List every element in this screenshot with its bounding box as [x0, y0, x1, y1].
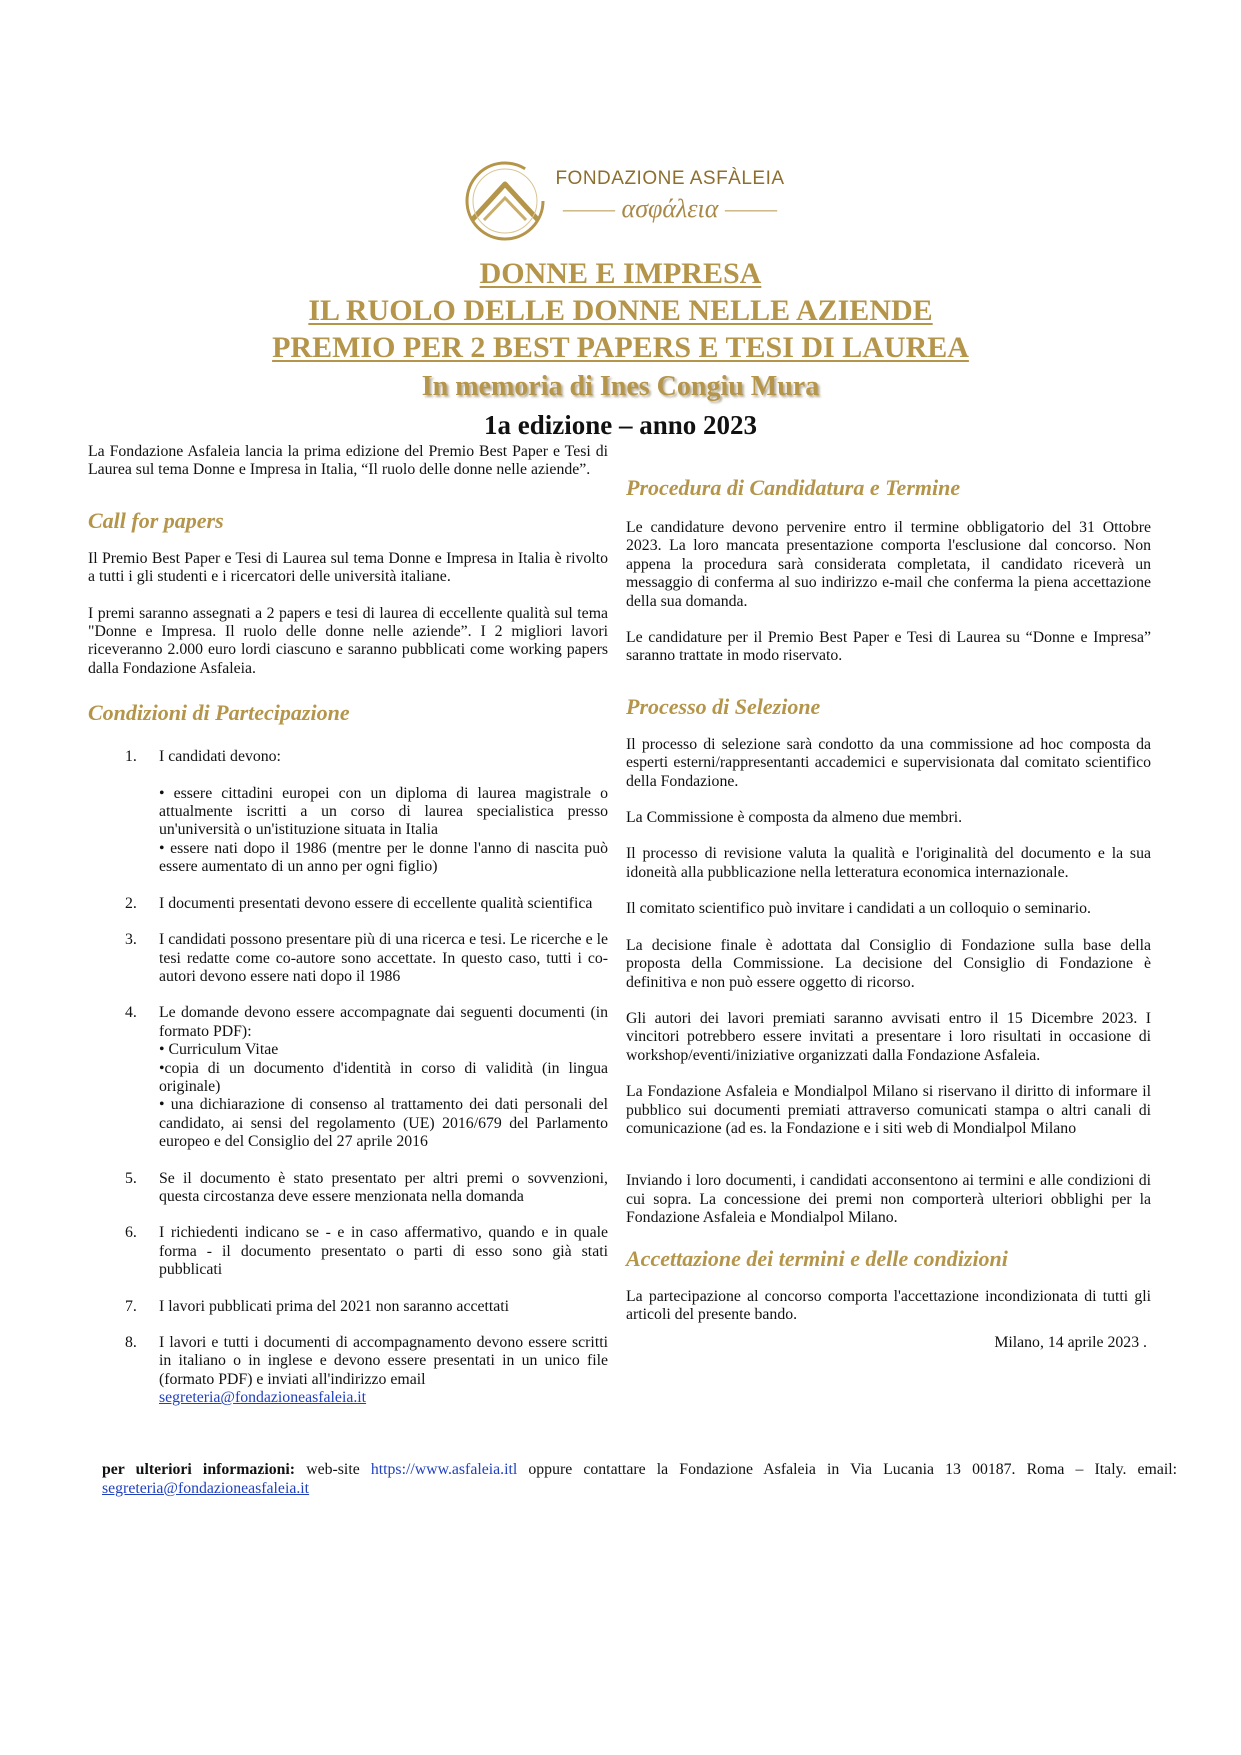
logo-greek-motto	[555, 194, 785, 224]
acceptance-paragraph: La partecipazione al concorso comporta l'accettazione incondizionata di tutti gli articoli del presente bando.	[626, 1287, 1151, 1323]
item-text: I lavori e tutti i documenti di accompagnamento devono essere scritti in italiano o in inglese e devono essere presentati in un unico file (formato PDF) e inviati all'indirizzo email	[159, 1334, 608, 1388]
footer-info	[102, 1460, 1177, 1498]
conditions-list	[88, 748, 608, 1407]
selection-paragraph-3: Il processo di revisione valuta la qualità e l'originalità del documento e la sua idoneità alla pubblicazione nella letteratura economica internazionale.	[626, 845, 1151, 881]
selection-paragraph-2: La Commissione è composta da almeno due membri.	[626, 809, 963, 827]
condition-item-4	[88, 1004, 608, 1151]
call-paragraph-1: Il Premio Best Paper e Tesi di Laurea sul tema Donne e Impresa in Italia è rivolto a tutti i gli studenti e i ricercatori delle università italiane.	[88, 549, 608, 586]
sub-bullet: • essere cittadini europei con un diploma di laurea magistrale o attualmente iscritti a un corso di laurea specialistica presso un'università o un'istituzione situata in Italia	[159, 784, 608, 839]
sub-bullet: •copia di un documento d'identità in corso di validità (in lingua originale)	[159, 1059, 608, 1095]
left-column	[88, 443, 608, 1408]
condition-item-3	[88, 931, 608, 986]
procedure-paragraph-1: Le candidature devono pervenire entro il termine obbligatorio del 31 Ottobre 2023. La loro mancata presentazione comporta l'esclusione dal concorso. Non appena la procedura sarà considerata completata, il candidato riceverà un messaggio di conferma al suo indirizzo e-mail che conferma la piena accettazione della sua domanda.	[626, 519, 1151, 610]
logo-greek-word: ασφάλεια	[621, 194, 719, 223]
item-number: 7.	[125, 1297, 137, 1315]
item-number: 8.	[125, 1334, 137, 1351]
title-line-1: DONNE E IMPRESA	[479, 257, 762, 290]
submission-email-link[interactable]: segreteria@fondazioneasfaleia.it	[159, 1389, 367, 1407]
footer-label: per ulteriori informazioni:	[102, 1461, 296, 1478]
selection-paragraph-1: Il processo di selezione sarà condotto da una commissione ad hoc composta da esperti esterni/rappresentanti accademici e supervisionata dal comitato scientifico della Fondazione.	[626, 735, 1151, 790]
selection-heading: Processo di Selezione	[626, 693, 821, 719]
sub-bullet: • essere nati dopo il 1986 (mentre per le donne l'anno di nascita può essere aumentato di un anno per ogni figlio)	[159, 839, 608, 876]
selection-paragraph-7: La Fondazione Asfaleia e Mondialpol Milano si riservano il diritto di informare il pubblico sui documenti premiati attraverso comunicati stampa o altri canali di comunicazione (ad es. la Fondazione e i siti web di Mondialpol Milano	[626, 1083, 1151, 1137]
condition-item-5	[88, 1170, 608, 1207]
item-number: 5.	[125, 1169, 137, 1187]
title-line-3: PREMIO PER 2 BEST PAPERS E TESI DI LAUREA	[272, 331, 969, 364]
selection-paragraph-8: Inviando i loro documenti, i candidati acconsentono ai termini e alle condizioni di cui sopra. La concessione dei premi non comporterà ulteriori obblighi per la Fondazione Asfaleia e Mondialpol Milano.	[626, 1172, 1151, 1227]
item-text: Se il documento è stato presentato per altri premi o sovvenzioni, questa circostanza deve essere menzionata nella domanda	[159, 1169, 608, 1205]
condition-item-6	[88, 1224, 608, 1279]
sub-bullet: • Curriculum Vitae	[159, 1041, 279, 1059]
logo-wordmark	[555, 168, 785, 224]
footer-text-2: oppure contattare la Fondazione Asfaleia in Via Lucania 13 00187. Roma – Italy. email:	[517, 1461, 1178, 1478]
edition-line: 1a edizione – anno 2023	[483, 410, 758, 440]
footer-email-link[interactable]: segreteria@fondazioneasfaleia.it	[102, 1480, 310, 1497]
item-number: 6.	[125, 1224, 137, 1242]
selection-paragraph-4: Il comitato scientifico può invitare i candidati a un colloquio o seminario.	[626, 900, 1092, 918]
item-text: Le domande devono essere accompagnate dai seguenti documenti (in formato PDF):	[159, 1004, 608, 1040]
memoria-subtitle: In memoria di Ines Congiu Mura	[421, 371, 820, 402]
right-column	[626, 475, 1151, 1353]
condition-item-8	[88, 1334, 608, 1408]
conditions-heading: Condizioni di Partecipazione	[88, 700, 350, 726]
item-text: I candidati possono presentare più di una ricerca e tesi. Le ricerche e le tesi redatte come co-autore sono accettate. In questo caso, tutti i co-autori devono essere nati dopo il 1986	[159, 931, 608, 985]
item-1-sublist	[159, 785, 608, 877]
sub-bullet: • una dichiarazione di consenso al trattamento dei dati personali del candidato, ai sensi del regolamento (UE) 2016/679 del Parlamento europeo e del Consiglio del 27 aprile 2016	[159, 1096, 608, 1151]
call-for-papers-heading: Call for papers	[88, 507, 224, 533]
item-number: 3.	[125, 931, 137, 949]
procedure-paragraph-2: Le candidature per il Premio Best Paper e Tesi di Laurea su “Donne e Impresa” saranno trattate in modo riservato.	[626, 629, 1151, 665]
item-number: 4.	[125, 1004, 137, 1022]
footer-text-1: web-site	[295, 1461, 371, 1478]
condition-item-1	[88, 748, 608, 876]
item-number: 2.	[125, 894, 137, 912]
intro-paragraph: La Fondazione Asfaleia lancia la prima edizione del Premio Best Paper e Tesi di Laurea sul tema Donne e Impresa in Italia, “Il ruolo delle donne nelle aziende”.	[88, 443, 608, 479]
item-text: I lavori pubblicati prima del 2021 non saranno accettati	[159, 1297, 510, 1315]
title-line-2: IL RUOLO DELLE DONNE NELLE AZIENDE	[308, 294, 933, 327]
condition-item-2	[88, 895, 608, 913]
procedure-heading: Procedura di Candidatura e Termine	[626, 475, 961, 500]
item-text: I richiedenti indicano se - e in caso affermativo, quando e in quale forma - il documento presentato o parti di esso sono già stati pubblicati	[159, 1224, 608, 1279]
selection-paragraph-6: Gli autori dei lavori premiati saranno avvisati entro il 15 Dicembre 2023. I vincitori potrebbero essere invitati a presentare i loro risultati in occasione di workshop/eventi/iniziative organizzati dalla Fondazione Asfaleia.	[626, 1009, 1151, 1064]
acceptance-heading: Accettazione dei termini e delle condizioni	[626, 1245, 1008, 1271]
selection-paragraph-5: La decisione finale è adottata dal Consiglio di Fondazione sulla base della proposta della Commissione. La decisione del Consiglio di Fondazione è definitiva e non può essere oggetto di ricorso.	[626, 936, 1151, 991]
logo-dash: ——	[724, 194, 777, 223]
item-number: 1.	[125, 748, 137, 766]
logo-dash: ——	[563, 194, 616, 223]
place-date: Milano, 14 aprile 2023 .	[994, 1334, 1147, 1352]
item-text: I documenti presentati devono essere di eccellente qualità scientifica	[159, 894, 593, 912]
call-paragraph-2: I premi saranno assegnati a 2 papers e tesi di laurea di eccellente qualità sul tema "Donne e Impresa. Il ruolo delle donne nelle aziende”. I 2 migliori lavori riceveranno 2.000 euro lordi ciascuno e saranno pubblicati come working papers dalla Fondazione Asfaleia.	[88, 604, 608, 677]
logo-name: FONDAZIONE ASFÀLEIA	[555, 168, 785, 189]
website-link[interactable]: https://www.asfaleia.itl	[370, 1461, 518, 1478]
item-text: I candidati devono:	[159, 748, 281, 766]
condition-item-7	[88, 1298, 608, 1316]
item-4-sublist	[159, 1041, 608, 1151]
